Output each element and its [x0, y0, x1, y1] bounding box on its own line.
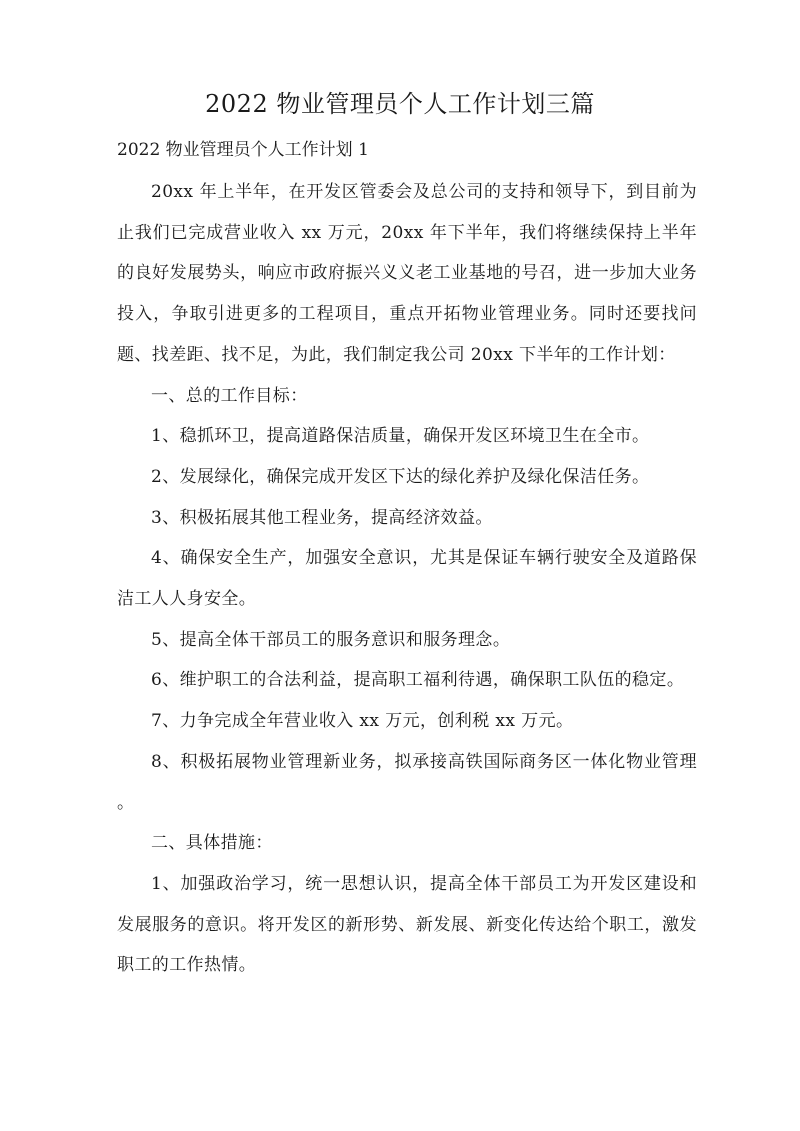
paragraph-section-heading-1: 一、总的工作目标：: [151, 385, 308, 406]
paragraph-goal-8-tail: 。: [117, 792, 135, 813]
paragraph-goal-5: 5、提高全体干部员工的服务意识和服务理念。: [151, 629, 511, 650]
paragraph-goal-2: 2、发展绿化，确保完成开发区下达的绿化养护及绿化保洁任务。: [151, 466, 650, 487]
paragraph-goal-7: 7、力争完成全年营业收入 xx 万元，创利税 xx 万元。: [151, 711, 574, 732]
paragraph-intro: 20xx 年上半年，在开发区管委会及总公司的支持和领导下，到目前为止我们已完成营业收入 xx 万元，20xx 年下半年，我们将继续保持上半年的良好发展势头，响应市政府振兴义义老工业基地的号召，进一步加大业务投入，争取引进更多的工程项目，重点开拓物业管理业务。同时还要找问题、找差距、找不足，为此，我们制定我公司 20xx 下半年的工作计划：: [117, 182, 697, 365]
paragraph-goal-8: 8、积极拓展物业管理新业务，拟承接高铁国际商务区一体化物业管理: [151, 751, 697, 772]
paragraph-goal-1: 1、稳抓环卫，提高道路保洁质量，确保开发区环境卫生在全市。: [151, 426, 650, 447]
paragraph-measure-1: 1、加强政治学习，统一思想认识，提高全体干部员工为开发区建设和发展服务的意识。将开发区的新形势、新发展、新变化传达给个职工，激发职工的工作热情。: [117, 873, 697, 976]
paragraph-goal-3: 3、积极拓展其他工程业务，提高经济效益。: [151, 507, 493, 528]
paragraph-goal-6: 6、维护职工的合法利益，提高职工福利待遇，确保职工队伍的稳定。: [151, 670, 685, 691]
document-body: [117, 172, 697, 986]
document-title: 2022 物业管理员个人工作计划三篇: [205, 90, 595, 118]
paragraph-goal-4: 4、确保安全生产，加强安全意识，尤其是保证车辆行驶安全及道路保洁工人人身安全。: [117, 548, 697, 610]
paragraph-section-heading-2: 二、具体措施：: [151, 833, 273, 854]
document-subtitle: 2022 物业管理员个人工作计划 1: [117, 140, 369, 160]
